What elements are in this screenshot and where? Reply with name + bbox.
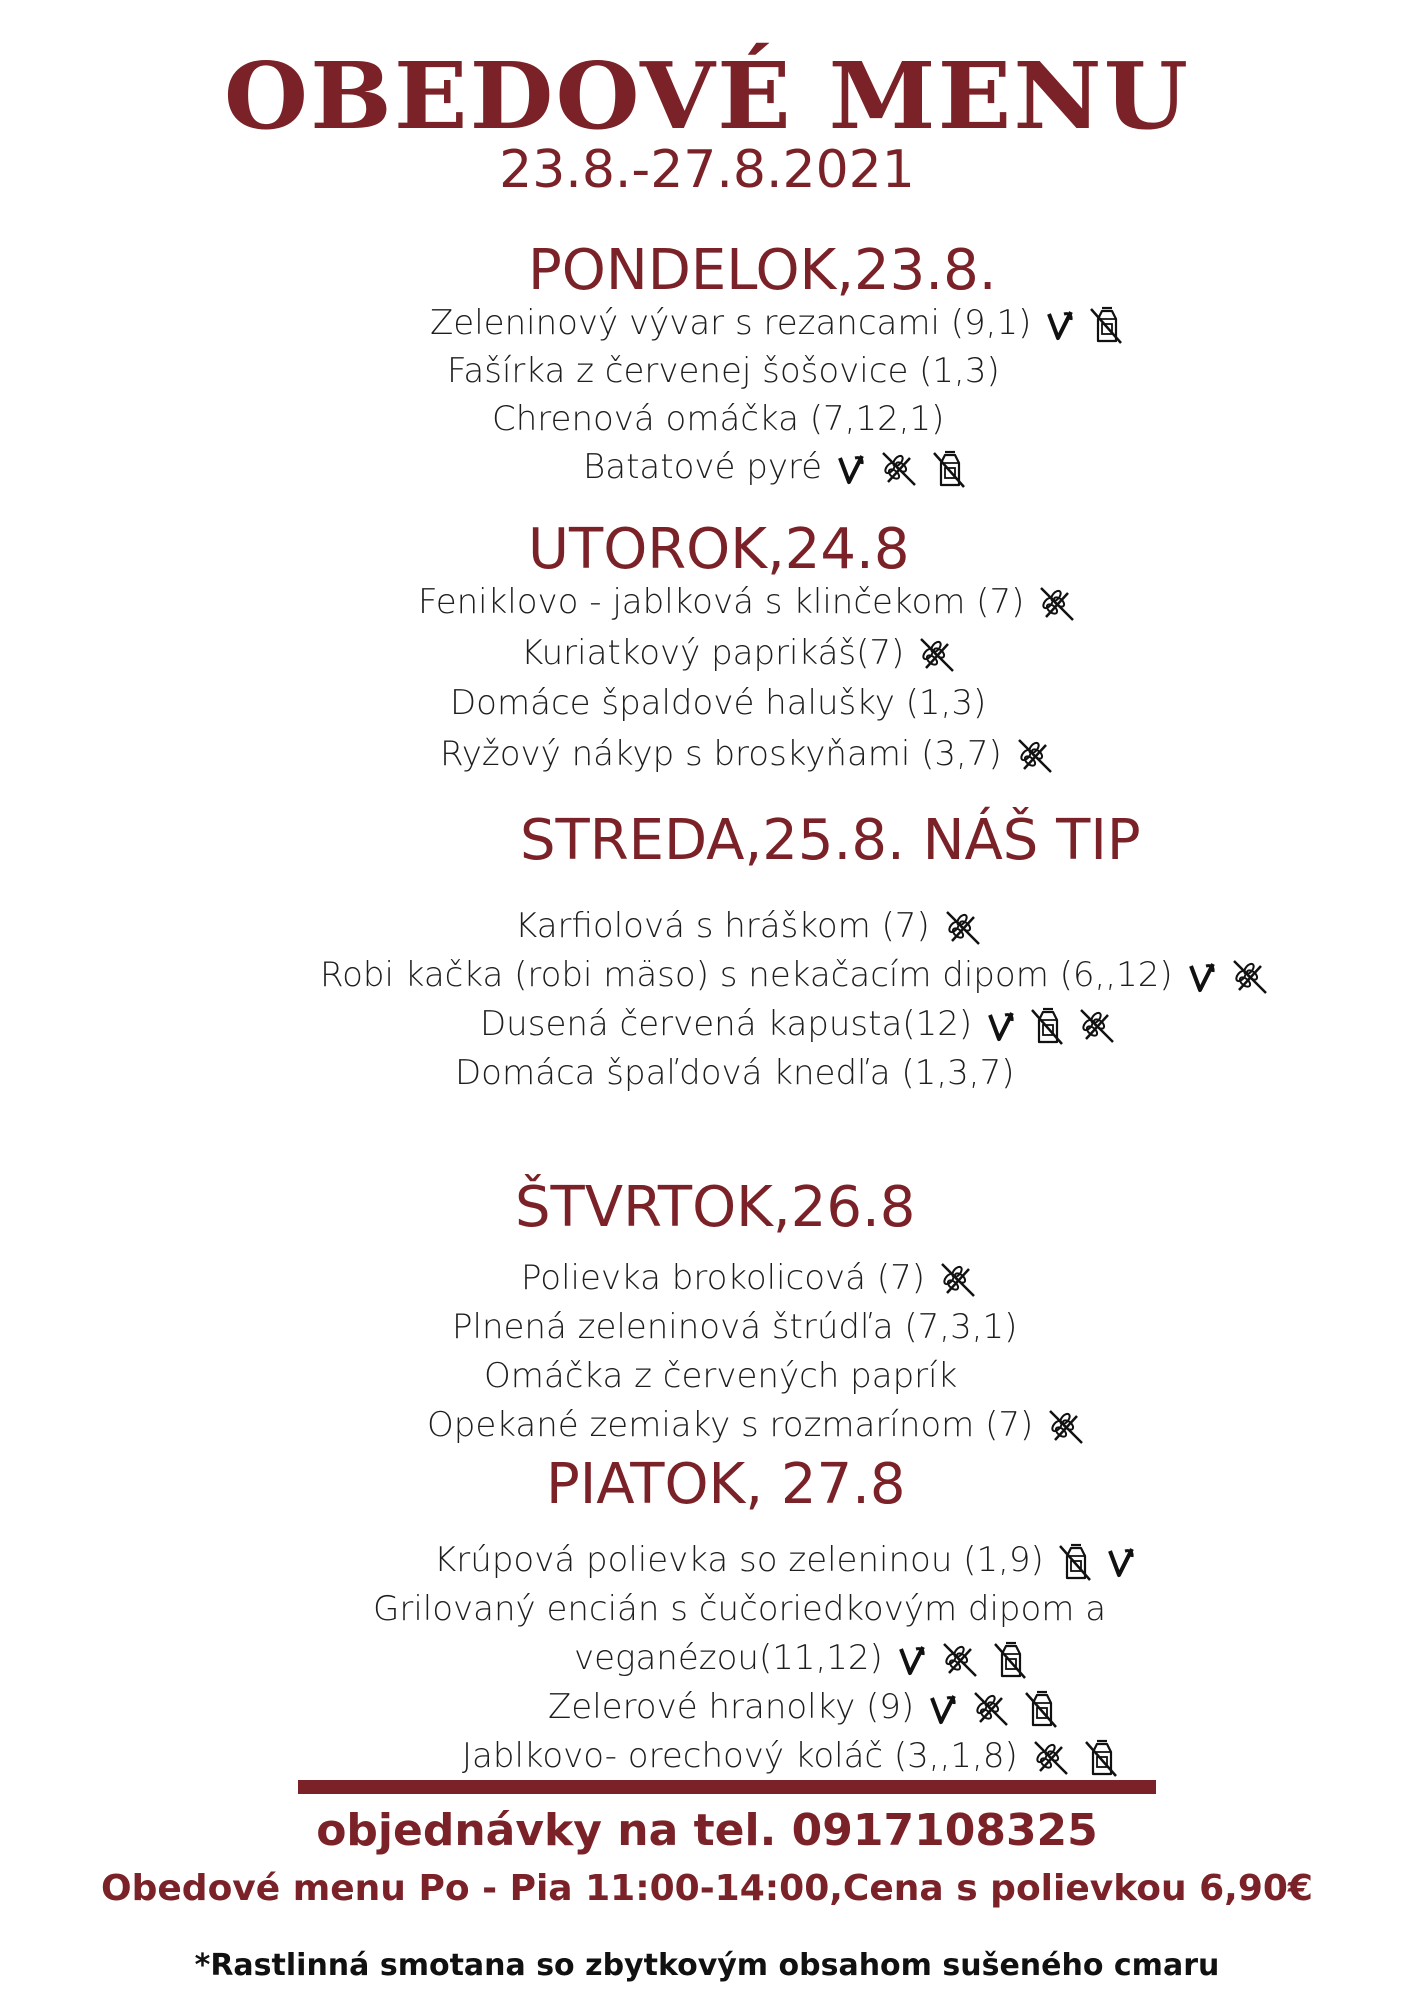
vegan-icon <box>928 1692 958 1726</box>
vegan-icon <box>986 1009 1016 1043</box>
footnote: *Rastlinná smotana so zbytkovým obsahom sušeného cmaru <box>194 1948 1220 1983</box>
lactose-free-icon <box>993 1640 1027 1680</box>
menu-item <box>455 1053 1014 1093</box>
lactose-free-icon <box>1024 1689 1058 1729</box>
gluten-free-icon <box>918 636 956 674</box>
menu-item <box>583 447 966 489</box>
gluten-free-icon <box>880 450 918 488</box>
menu-item <box>492 399 944 439</box>
menu-item <box>484 1356 957 1396</box>
menu-item <box>462 1736 1118 1778</box>
gluten-free-icon <box>1016 737 1054 775</box>
menu-item <box>548 1687 1058 1729</box>
gluten-free-icon <box>1231 958 1269 996</box>
lactose-free-icon <box>1030 1006 1064 1046</box>
menu-item-text: Batatové pyré <box>583 447 823 487</box>
menu-item <box>480 1004 1116 1046</box>
lactose-free-icon <box>1058 1542 1092 1582</box>
menu-item-text: Robi kačka (robi mäso) s nekačacím dipom (6,,12) <box>320 955 1173 995</box>
gluten-free-icon <box>944 909 982 947</box>
footer-divider <box>298 1780 1156 1794</box>
gluten-free-icon <box>1047 1408 1085 1446</box>
lactose-free-icon <box>932 449 966 489</box>
menu-item-text: Karfiolová s hráškom (7) <box>515 906 930 946</box>
order-phone: objednávky na tel. 0917108325 <box>316 1805 1098 1856</box>
vegan-icon <box>1045 308 1075 342</box>
vegan-icon <box>897 1643 927 1677</box>
menu-item <box>320 955 1269 996</box>
menu-item-text: Dusená červená kapusta(12) <box>480 1004 973 1044</box>
menu-item <box>373 1589 1106 1629</box>
menu-item-text: Feniklovo - jablková s klinčekom (7) <box>418 582 1025 622</box>
day-heading: UTOROK,24.8 <box>528 517 910 582</box>
menu-item-text: Ryžový nákyp s broskyňami (3,7) <box>440 734 1002 774</box>
menu-item-text: Grilovaný encián s čučoriedkovým dipom a <box>373 1589 1107 1629</box>
day-heading: PIATOK, 27.8 <box>546 1452 906 1517</box>
menu-item-text: Zelerové hranolky (9) <box>548 1687 915 1727</box>
vegan-icon <box>1106 1545 1136 1579</box>
menu-item-text: Kuriatkový paprikáš(7) <box>521 633 905 673</box>
menu-item-text: Plnená zeleninová štrúdľa (7,3,1) <box>452 1307 1018 1347</box>
menu-item-text: Chrenová omáčka (7,12,1) <box>492 399 945 439</box>
menu-item <box>515 906 982 947</box>
menu-item-text: Jablkovo- orechový koláč (3,,1,8) <box>462 1736 1018 1776</box>
vegan-icon <box>1187 960 1217 994</box>
menu-item-text: Krúpová polievka so zeleninou (1,9) <box>434 1540 1044 1580</box>
menu-item-text: Fašírka z červenej šošovice (1,3) <box>447 351 1000 391</box>
menu-item <box>447 351 1000 391</box>
menu-item-text: Domáce špaldové halušky (1,3) <box>450 683 987 723</box>
menu-item-text: Polievka brokolicová (7) <box>521 1258 925 1298</box>
gluten-free-icon <box>972 1690 1010 1728</box>
gluten-free-icon <box>1078 1007 1116 1045</box>
day-heading: PONDELOK,23.8. <box>528 238 997 303</box>
menu-item <box>450 683 986 723</box>
menu-item-text: Domáca špaľdová knedľa (1,3,7) <box>455 1053 1015 1093</box>
menu-item <box>574 1638 1027 1680</box>
gluten-free-icon <box>941 1641 979 1679</box>
menu-item <box>430 303 1123 345</box>
gluten-free-icon <box>1038 585 1076 623</box>
menu-title: OBEDOVÉ MENU <box>223 42 1191 150</box>
menu-item-text: Opekané zemiaky s rozmarínom (7) <box>427 1405 1034 1445</box>
menu-item-text: veganézou(11,12) <box>574 1638 883 1678</box>
menu-dates: 23.8.-27.8.2021 <box>499 140 915 200</box>
menu-item <box>418 582 1076 623</box>
opening-hours-price: Obedové menu Po - Pia 11:00-14:00,Cena s polievkou 6,90€ <box>101 1868 1313 1909</box>
menu-item-text: Omáčka z červených paprík <box>484 1356 958 1396</box>
menu-item <box>427 1405 1085 1446</box>
lactose-free-icon <box>1084 1738 1118 1778</box>
menu-item <box>521 1258 977 1299</box>
gluten-free-icon <box>939 1261 977 1299</box>
menu-item-text: Zeleninový vývar s rezancami (9,1) <box>430 303 1032 343</box>
menu-item <box>440 734 1054 775</box>
lactose-free-icon <box>1089 305 1123 345</box>
day-heading: STREDA,25.8. NÁŠ TIP <box>520 808 1141 873</box>
menu-item <box>452 1307 1017 1347</box>
menu-item <box>434 1540 1136 1582</box>
menu-item <box>521 633 956 674</box>
vegan-icon <box>836 452 866 486</box>
gluten-free-icon <box>1032 1739 1070 1777</box>
day-heading: ŠTVRTOK,26.8 <box>515 1175 916 1240</box>
